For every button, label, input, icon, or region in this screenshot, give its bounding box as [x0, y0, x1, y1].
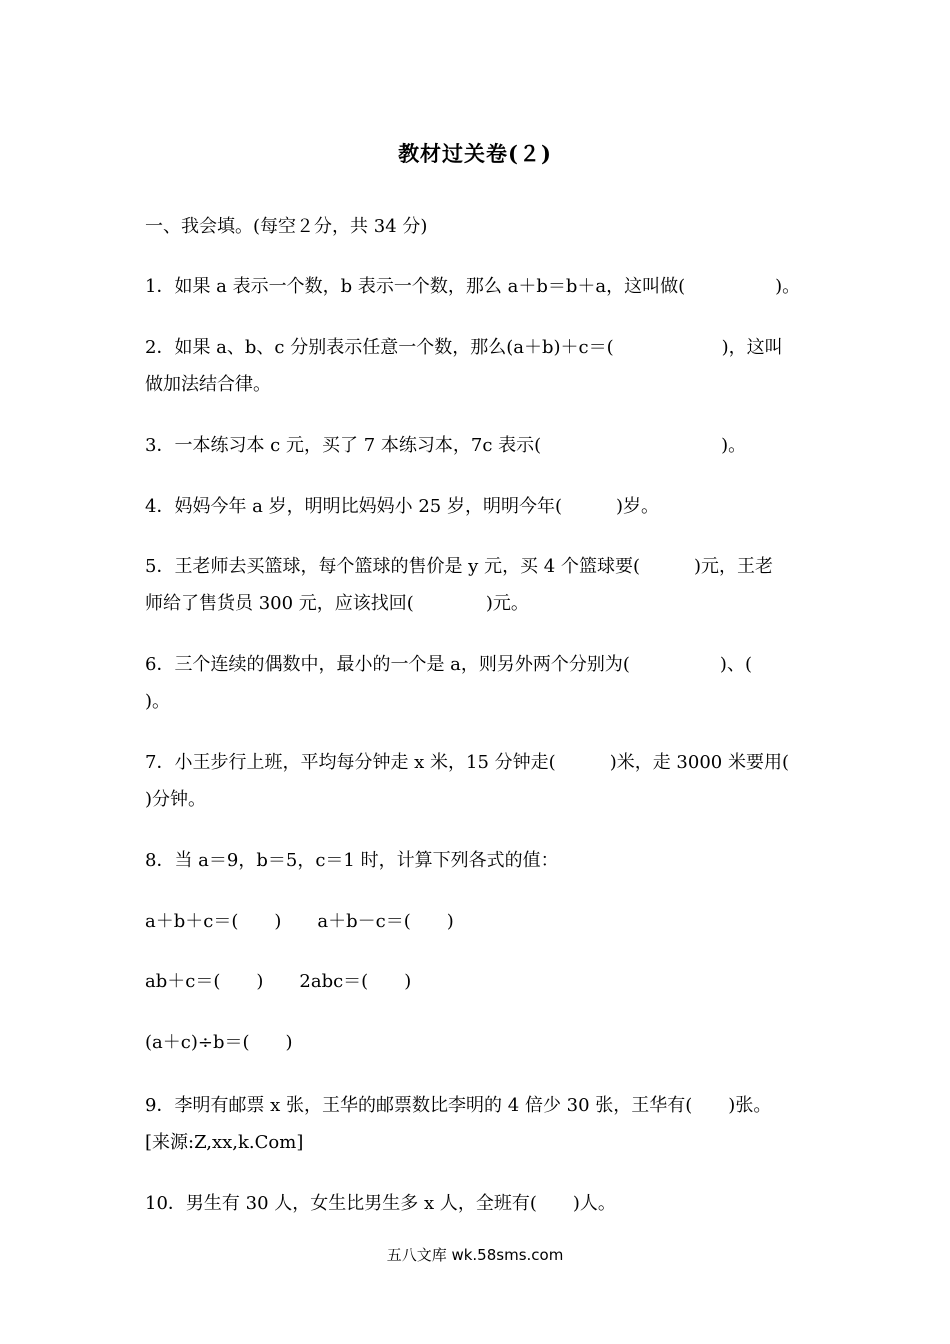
question-8-expression-row-3: (a＋c)÷b＝( ) — [145, 1032, 293, 1053]
question-5-line-1: 5．王老师去买篮球，每个篮球的售价是 y 元，买 4 个篮球要( )元，王老 — [145, 556, 774, 577]
question-8-expression-row-2: ab＋c＝( ) 2abc＝( ) — [145, 971, 412, 992]
question-1: 1．如果 a 表示一个数，b 表示一个数，那么 a＋b＝b＋a，这叫做( )。 — [145, 276, 801, 297]
question-10: 10．男生有 30 人，女生比男生多 x 人，全班有( )人。 — [145, 1193, 616, 1214]
question-3: 3．一本练习本 c 元，买了 7 本练习本，7c 表示( )。 — [145, 435, 747, 456]
question-4: 4．妈妈今年 a 岁，明明比妈妈小 25 岁，明明今年( )岁。 — [145, 496, 660, 517]
question-6-line-1: 6．三个连续的偶数中，最小的一个是 a，则另外两个分别为( )、( — [145, 654, 752, 675]
document-title: 教材过关卷(２) — [398, 141, 552, 166]
question-2-line-1: 2．如果 a、b、c 分别表示任意一个数，那么(a＋b)＋c＝( )，这叫 — [145, 337, 783, 358]
question-6-line-2: )。 — [145, 691, 171, 712]
question-8-expression-row-1: a＋b＋c＝( ) a＋b－c＝( ) — [145, 911, 454, 932]
question-9-source-note: [来源:Z,xx,k.Com] — [145, 1132, 304, 1153]
question-8: 8．当 a＝9，b＝5，c＝1 时，计算下列各式的值： — [145, 850, 559, 871]
question-9-line-1: 9．李明有邮票 x 张，王华的邮票数比李明的 4 倍少 30 张，王华有( )张。 — [145, 1095, 772, 1116]
question-7-line-1: 7．小王步行上班，平均每分钟走 x 米，15 分钟走( )米，走 3000 米要用( — [145, 752, 789, 773]
section-heading: 一、我会填。(每空２分，共 34 分) — [145, 216, 428, 237]
question-7-line-2: )分钟。 — [145, 789, 207, 810]
question-5-line-2: 师给了售货员 300 元，应该找回( )元。 — [145, 593, 529, 614]
question-2-line-2: 做加法结合律。 — [145, 374, 271, 395]
page-footer: 五八文库 wk.58sms.com — [386, 1246, 564, 1264]
